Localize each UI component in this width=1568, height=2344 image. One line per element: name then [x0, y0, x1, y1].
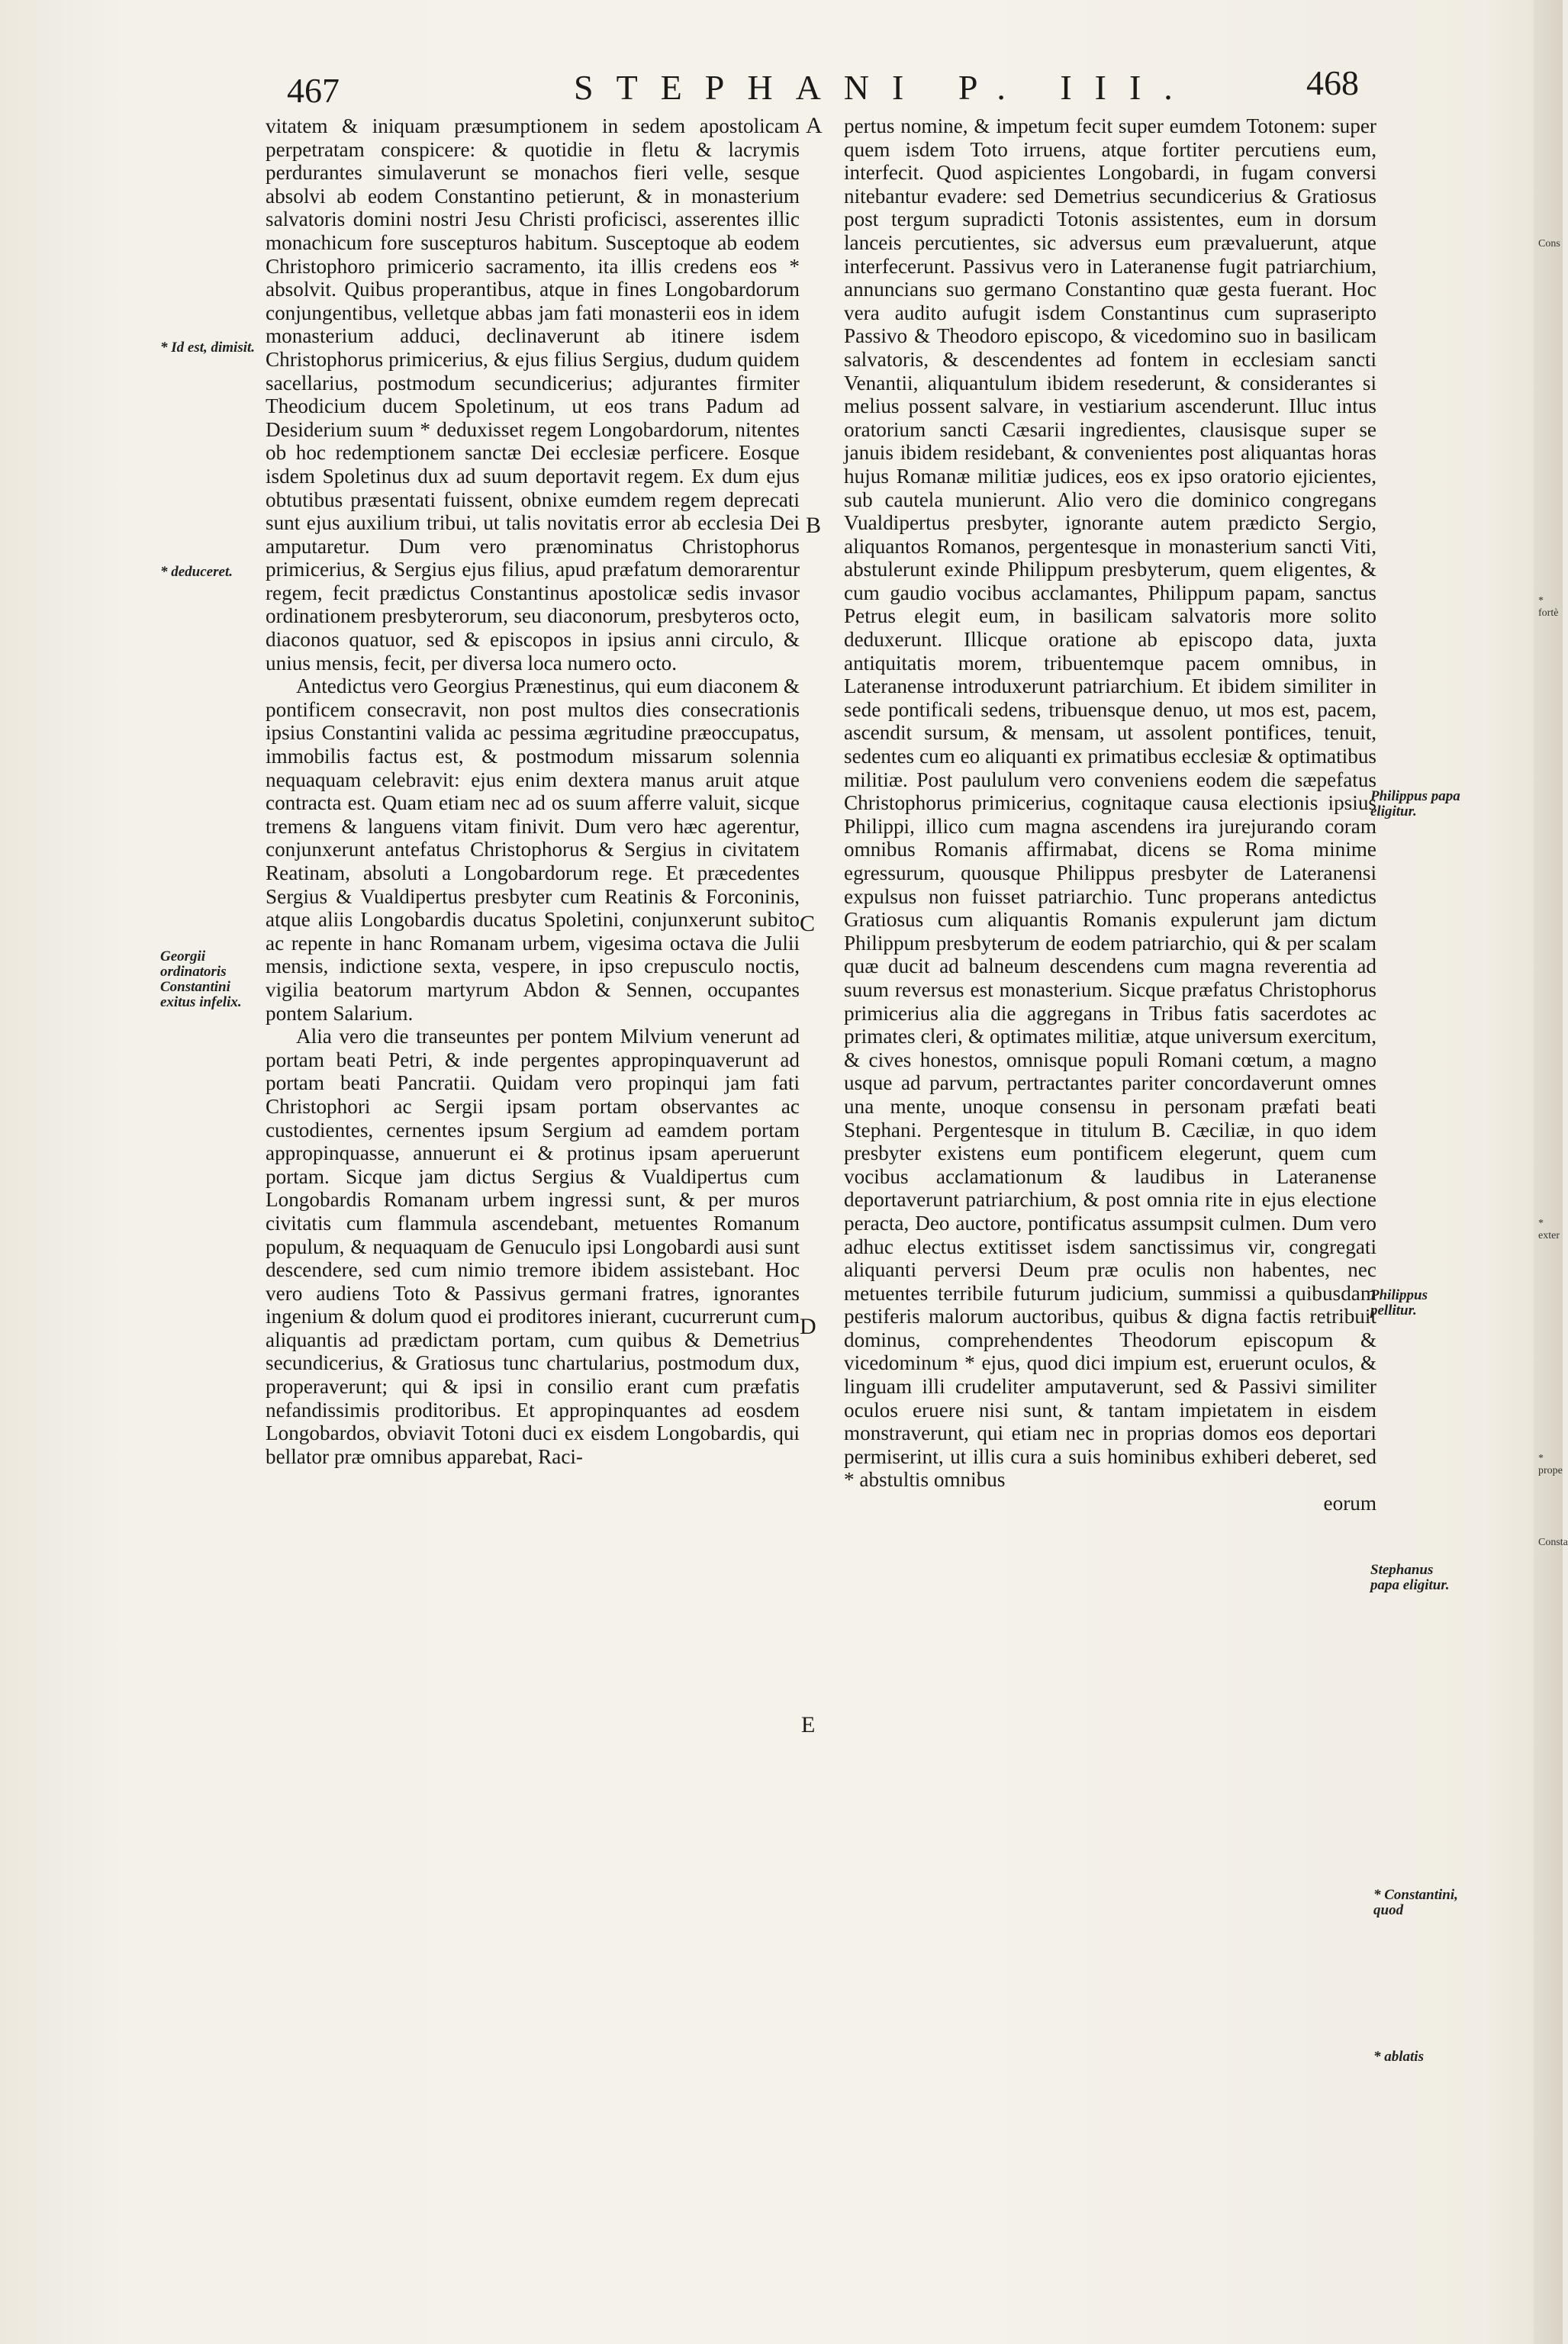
paragraph: Antedictus vero Georgius Prænestinus, qui eum diaconem & pontificem consecravit, non post multos dies consecrationis ipsius Constantini valida ac pessima ægritudine præoccupatus, immobilis factus est, & postmodum missarum solennia nequaquam celebravit: ejus enim dextera manus aruit atque contracta est. Quam etiam nec ad os suum afferre valuit, sicque tremens & languens vitam finivit. Dum vero hæc agerentur, conjunxerunt antefatus Christophorus & Sergius in civitatem Reatinam, absoluti a Longobardorum rege. Et præcedentes Sergius & Vualdipertus presbyter cum Reatinis & Forconinis, atque aliis Longobardis ducatus Spoletini, conjunxerunt subito ac repente in hanc Romanam urbem, vigesima octava die Julii mensis, indictione sexta, vespere, in ipso crepusculo noctis, vigilia beatorum martyrum Abdon & Sennen, occupantes pontem Salarium. [266, 675, 800, 1025]
section-letter: D [800, 1314, 816, 1339]
paragraph: vitatem & iniquam præsumptionem in sedem apostolicam perpetratam conspicere: & quotidie in fletu & lacrymis perdurantes simulaverunt se monachos fieri velle, sesque absolvi ab eodem Constantino petierunt, & in monasterium salvatoris domini nostri Jesu Christi proficisci, asserentes illic monachicum fore suscepturos habitum. Susceptoque ab eodem Christophoro primicerio sacramento, ita illis credens eos * absolvit. Quibus properantibus, atque in fines Longobardorum conjungentibus, velletque abbas jam fati monasterii eos in idem monasterium adduci, declinaverunt ab itinere isdem Christophorus primicerius, & ejus filius Sergius, dudum quidem sacellarius, postmodum secundicerius; adjurantes firmiter Theodicium ducem Spoletinum, ut eos trans Padum ad Desiderium suum * deduxisset regem Longobardorum, nitentes ob hoc redemptionem sanctæ Dei ecclesiæ perficere. Eosque isdem Spoletinus dux ad suum deportavit regem. Ex dum ejus obtutibus præsentati fuissent, obnixe eumdem regem deprecati sunt ejus auxilium tribui, ut talis novitatis error ab ecclesia Dei amputaretur. Dum vero prænominatus Christophorus primicerius, & Sergius ejus filius, apud præfatum demorarentur regem, fecit prædictus Constantinus apostolicæ sedis invasor ordinationem presbyterorum, seu diaconorum, presbyteros octo, diaconos quatuor, sed & episcopos in ipsius anni circulo, & unius mensis, fecit, per diversa loca numero octo. [266, 114, 800, 675]
facing-margin-note: Consta [1538, 1537, 1568, 1548]
margin-note: * Constantini, quod [1373, 1887, 1458, 1918]
catchword: eorum [1323, 1492, 1376, 1515]
facing-margin-note: Cons [1538, 238, 1560, 250]
margin-note: Stephanus papa eligitur. [1370, 1562, 1450, 1593]
running-header [0, 63, 1563, 116]
section-letter: C [800, 911, 816, 936]
page-number-right: 468 [1306, 63, 1359, 102]
page-number-left: 467 [287, 71, 340, 110]
margin-note: * Id est, dimisit. [160, 340, 256, 356]
margin-note: * deduceret. [160, 564, 233, 580]
section-letter: B [806, 513, 822, 538]
margin-note: Philippus pellitur. [1370, 1287, 1428, 1318]
margin-note: Georgii ordinatoris Constantini exitus infelix. [160, 948, 242, 1010]
section-letter: A [806, 113, 823, 138]
facing-margin-note: * exter [1538, 1218, 1560, 1241]
facing-margin-note: * fortè [1538, 595, 1559, 619]
running-title: STEPHANI P. III. [574, 68, 1196, 107]
paragraph: pertus nomine, & impetum fecit super eumdem Totonem: super quem isdem Toto irruens, atque fortiter percutiens eum, interfecit. Quod aspicientes Longobardi, in fugam conversi nitebantur evadere: sed Demetrius secundicerius & Gratiosus post tergum supradicti Totonis assistentes, eum in dorsum lanceis percutientes, sic adversus eum prævaluerunt, atque interfecerunt. Passivus vero in Lateranense fugit patriarchium, annuncians suo germano Constantino quæ gesta fuerant. Hoc vera audito aufugit isdem Constantinus cum supraseripto Passivo & Theodoro episcopo, & vicedomino suo in basilicam salvatoris, & descendentes ad fontem in ecclesiam sancti Venantii, aliquantulum ibidem resederunt, & considerantes si melius possent salvare, in vestiarium ascenderunt. Illuc intus oratorium sancti Cæsarii ingredientes, clausisque super se januis ibidem residebant, & convenientes post aliquantas horas hujus Romanæ militiæ judices, eos ex ipso oratorio ejicientes, sub cautela munierunt. Alio vero die dominico congregans Vualdipertus presbyter, ignorante autem prædicto Sergio, aliquantos Romanos, pergentesque in monasterium sancti Viti, abstulerunt exinde Philippum presbyterum, quem eligentes, & cum gaudio vocibus acclamantes, Philippum papam, sanctus Petrus elegit eum, in basilicam salvatoris more solito deduxerunt. Illicque oratione ab episcopo data, juxta antiquitatis morem, tribuentemque pacem omnibus, in Lateranense introduxerunt patriarchium. Et ibidem similiter in sede pontificali sedens, tribuensque denuo, ut mos est, pacem, ascendit sursum, & mensam, ut assolent pontifices, tenuit, sedentes cum eo aliquanti ex primatibus ecclesiæ & optimatibus militiæ. Post paululum vero conveniens eodem die sæpefatus Christophorus primicerius, cognitaque causa electionis ipsius Philippi, illico cum magna ascendens ira jurejurando coram omnibus Romanis affirmabat, dicens se Roma minime egressurum, quousque Philippus presbyter de Lateranensi expulsus non fuisset patriarchio. Tunc properans antedictus Gratiosus cum aliquantis Romanis expulerunt jam dictum Philippum presbyterum de eodem patriarchio, qui & per scalam quæ ducit ad balneum descendens cum magna reverentia ad suum reversus est monasterium. Sicque præfatus Christophorus primicerius alia die aggregans in Tribus fatis sacerdotes ac primates cleri, & optimates militiæ, atque universum exercitum, & cives honestos, omnisque populi Romani cœtum, a magno usque ad parvum, pertractantes pariter concordaverunt omnes una mente, unoque consensu in personam præfati beati Stephani. Pergentesque in titulum B. Cæciliæ, in quo idem presbyter existens eum pontificem elegerunt, quem cum vocibus acclamationum & laudibus in Lateranense deportaverunt patriarchium, & post omnia rite in ejus electione peracta, Deo auctore, pontificatus assumpsit culmen. Dum vero adhuc electus extitisset isdem sanctissimus vir, congregati aliquanti perversi Deum præ oculis non habentes, nec metuentes terribile futurum judicium, summissi a quibusdam pestiferis malorum auctoribus, quibus & digna factis retribuit dominus, comprehendentes Theodorum episcopum & vicedominum * ejus, quod dici impium est, eruerunt oculos, & linguam illi crudeliter amputaverunt, sed & Passivi similiter oculos eruere nisi sunt, & tantam impietatem in eisdem monstraverunt, qui etiam nec in proprias domos eos deportari permiserint, ut illis cura a suis hominibus exhiberi deberet, sed * abstultis omnibus [844, 114, 1376, 1492]
section-letter: E [801, 1712, 816, 1737]
paragraph: Alia vero die transeuntes per pontem Milvium venerunt ad portam beati Petri, & inde pergentes appropinquaverunt ad portam beati Pancratii. Quidam vero propinqui jam fati Christophori ac Sergii ipsam portam observantes ac custodientes, cernentes ipsum Sergium ad eamdem portam appropinquasse, annuerunt ei & protinus ipsam aperuerunt portam. Sicque jam dictus Sergius & Vualdipertus cum Longobardis Romanam urbem ingressi sunt, & per muros civitatis cum flammula ascendebant, metuentes Romanum populum, & nequaquam de Genuculo ipsi Longobardi ausi sunt descendere, sed cum nimio tremore ibidem assistebant. Hoc vero audiens Toto & Passivus germani fratres, ignorantes ingenium & dolum quod ei proditores inierant, cucurrerunt cum aliquantis ad prædictam portam, cum quibus & Demetrius secundicerius, & Gratiosus tunc chartularius, postmodum dux, properaverunt; qui & ipsi in consilio erant cum præfatis nefandissimis proditoribus. Et appropinquantes ad eosdem Longobardos, obviavit Totoni duci ex eisdem Longobardis, qui bellator præ omnibus apparebat, Raci- [266, 1025, 800, 1468]
margin-note: * ablatis [1373, 2049, 1424, 2065]
margin-note: Philippus papa eligitur. [1370, 788, 1460, 819]
facing-margin-note: * prope [1538, 1453, 1563, 1476]
left-text-column [266, 114, 800, 1468]
facing-page-edge [1534, 0, 1568, 2344]
right-text-column [844, 114, 1376, 1515]
